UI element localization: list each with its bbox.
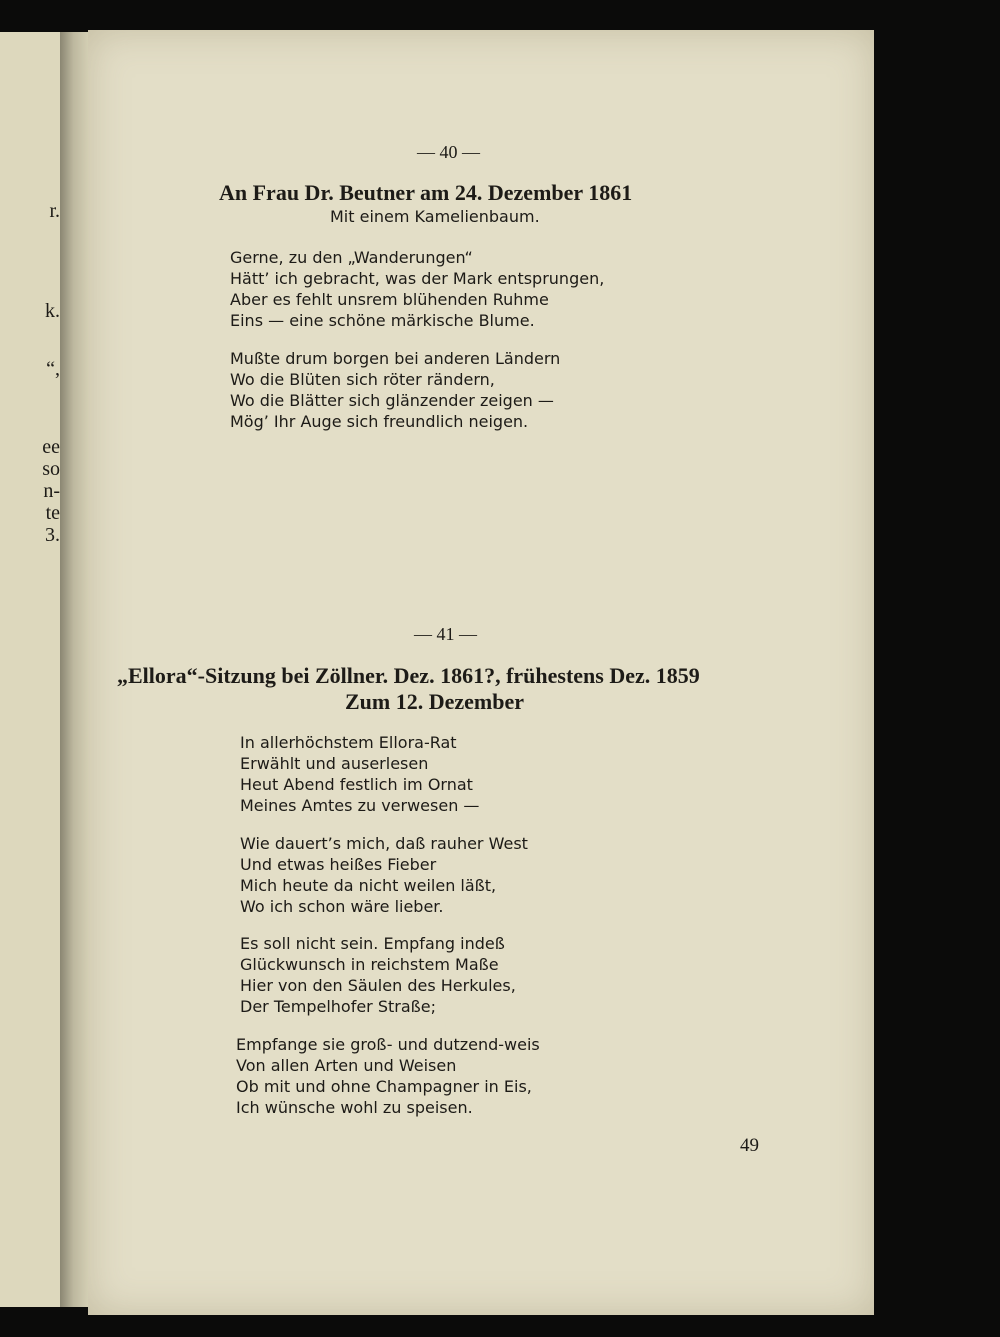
verse-line: Mußte drum borgen bei anderen Ländern [230, 349, 561, 368]
verse-line: Heut Abend festlich im Ornat [240, 775, 473, 794]
verse-line: Der Tempelhofer Straße; [240, 997, 436, 1016]
left-page-fragment: r. [49, 200, 60, 222]
stanza [240, 732, 479, 816]
poem-subtitle-ellora: Zum 12. Dezember [345, 689, 525, 714]
poem-title-ellora: „Ellora“-Sitzung bei Zöllner. Dez. 1861?, frühestens Dez. 1859 [117, 663, 700, 688]
book-page [88, 30, 874, 1315]
verse-line: Wo die Blätter sich glänzender zeigen — [230, 391, 554, 410]
left-page-fragment: 3. [45, 524, 60, 546]
verse-line: Erwählt und auserlesen [240, 754, 429, 773]
verse-line: Wo die Blüten sich röter rändern, [230, 370, 495, 389]
facing-page-edge [0, 32, 62, 1307]
book-gutter [60, 32, 90, 1307]
verse-line: Meines Amtes zu verwesen — [240, 796, 480, 815]
left-page-fragment: k. [45, 300, 60, 322]
verse-line: Eins — eine schöne märkische Blume. [230, 311, 535, 330]
verse-line: Und etwas heißes Fieber [240, 855, 437, 874]
left-page-fragment: “, [46, 358, 60, 380]
folio-number: 49 [740, 1135, 759, 1156]
verse-line: Wie dauert’s mich, daß rauher West [240, 834, 528, 853]
verse-line: Mich heute da nicht weilen läßt, [240, 876, 497, 895]
stanza [240, 933, 516, 1017]
stanza [236, 1034, 540, 1118]
verse-line: Hier von den Säulen des Herkules, [240, 976, 516, 995]
stanza [230, 247, 604, 331]
stanza [240, 833, 528, 917]
left-page-fragment: ee [42, 436, 60, 458]
page-number-40: — 40 — [417, 142, 480, 162]
verse-line: Gerne, zu den „Wanderungen“ [230, 248, 473, 267]
left-page-fragment: so [42, 458, 60, 480]
page-number-41: — 41 — [414, 624, 477, 644]
poem-subtitle-beutner: Mit einem Kamelienbaum. [330, 207, 540, 226]
verse-line: Von allen Arten und Weisen [236, 1056, 457, 1075]
verse-line: Mög’ Ihr Auge sich freundlich neigen. [230, 412, 529, 431]
verse-line: In allerhöchstem Ellora-Rat [240, 733, 457, 752]
verse-line: Es soll nicht sein. Empfang indeß [240, 934, 505, 953]
left-page-fragment: te [45, 502, 60, 524]
stanza [230, 348, 560, 432]
verse-line: Hätt’ ich gebracht, was der Mark entsprungen, [230, 269, 605, 288]
verse-line: Ich wünsche wohl zu speisen. [236, 1098, 473, 1117]
poem-title-beutner: An Frau Dr. Beutner am 24. Dezember 1861 [219, 180, 633, 205]
verse-line: Ob mit und ohne Champagner in Eis, [236, 1077, 532, 1096]
verse-line: Glückwunsch in reichstem Maße [240, 955, 499, 974]
verse-line: Aber es fehlt unsrem blühenden Ruhme [230, 290, 549, 309]
left-page-fragment: n- [43, 480, 60, 502]
verse-line: Wo ich schon wäre lieber. [240, 897, 444, 916]
verse-line: Empfange sie groß- und dutzend-weis [236, 1035, 540, 1054]
